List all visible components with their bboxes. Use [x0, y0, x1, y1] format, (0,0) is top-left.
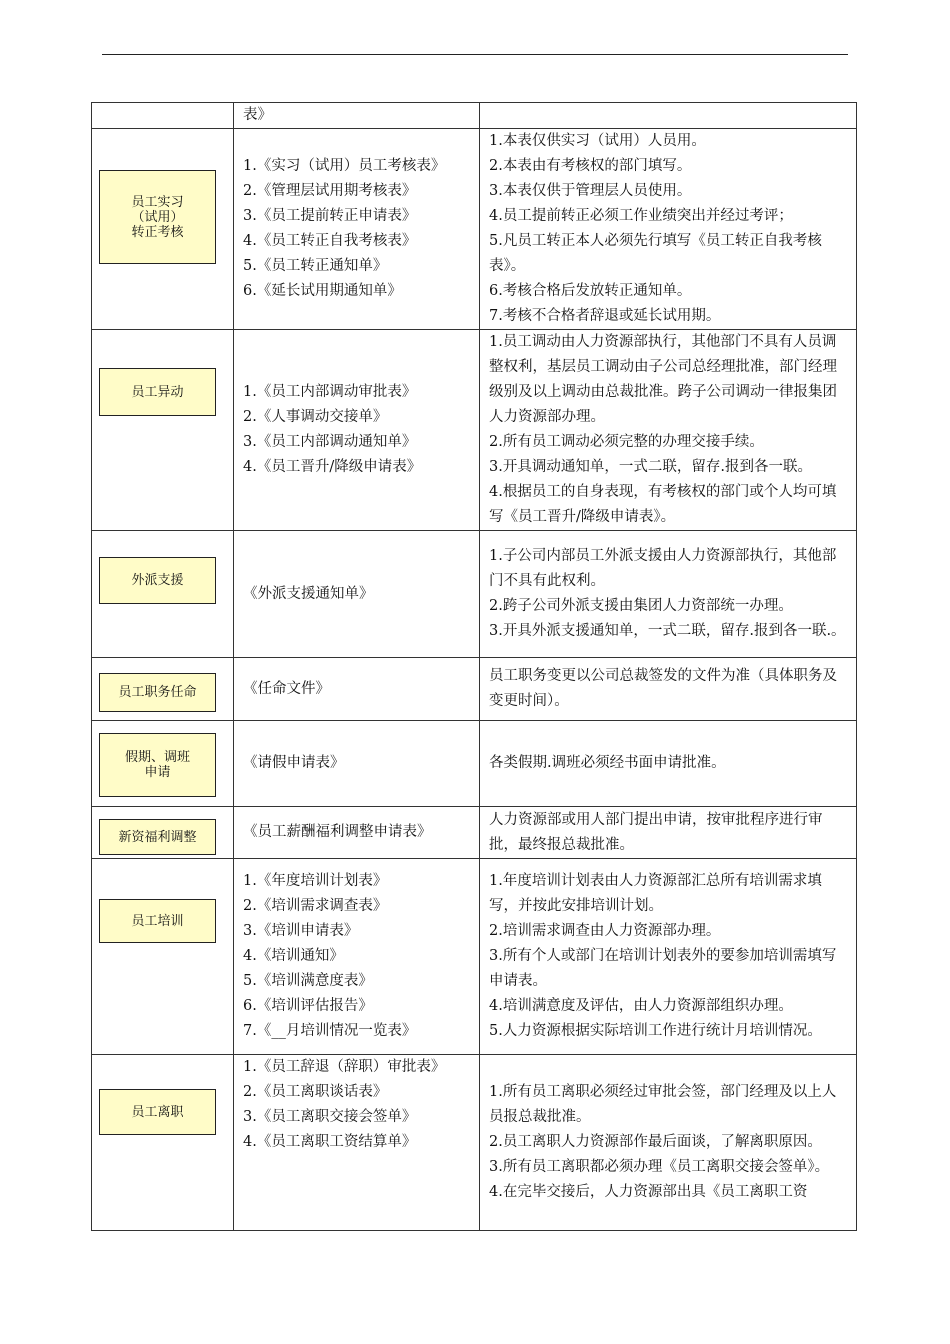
notes-cell: [480, 103, 857, 129]
category-cell: [92, 859, 234, 1055]
category-label-box: [99, 819, 216, 855]
category-cell: [92, 658, 234, 721]
notes-cell: [480, 859, 857, 1055]
note-item: 1.子公司内部员工外派支援由人力资源部执行，其他部门不具有此权利。: [489, 548, 837, 589]
form-item: 3.《员工离职交接会签单》: [243, 1109, 417, 1125]
form-item: 《请假申请表》: [243, 755, 345, 771]
category-label-line: （试用）: [131, 209, 184, 225]
form-item: 4.《员工离职工资结算单》: [243, 1134, 417, 1150]
category-label-line: 员工培训: [131, 913, 184, 929]
category-label-box: [99, 1089, 216, 1135]
category-label-box: [99, 368, 216, 416]
category-cell: [92, 1055, 234, 1231]
category-label-line: 员工实习: [131, 194, 184, 210]
table-row: [92, 658, 857, 721]
forms-cell: [234, 721, 480, 807]
note-item: 7.考核不合格者辞退或延长试用期。: [489, 308, 721, 324]
category-label-line: 外派支援: [131, 573, 184, 588]
table-row: [92, 531, 857, 658]
category-label-box: [99, 733, 216, 797]
form-item: 1.《实习（试用）员工考核表》: [243, 158, 446, 174]
note-item: 员工职务变更以公司总裁签发的文件为准（具体职务及变更时间）。: [489, 668, 837, 709]
form-item: 《员工薪酬福利调整申请表》: [243, 824, 432, 840]
note-item: 5.人力资源根据实际培训工作进行统计月培训情况。: [489, 1023, 822, 1039]
form-item: 6.《延长试用期通知单》: [243, 283, 402, 299]
table-row: [92, 859, 857, 1055]
table-row: [92, 330, 857, 531]
form-item: 《任命文件》: [243, 680, 330, 697]
note-item: 4.在完毕交接后，人力资源部出具《员工离职工资: [489, 1184, 808, 1200]
hr-procedure-table: [91, 102, 857, 1231]
category-label-box: [99, 170, 216, 264]
form-item: 4.《员工晋升/降级申请表》: [243, 459, 422, 475]
notes-cell: [480, 1055, 857, 1231]
form-item: 1.《员工辞退（辞职）审批表》: [243, 1059, 446, 1075]
notes-cell: [480, 330, 857, 531]
form-item: 5.《员工转正通知单》: [243, 258, 388, 274]
note-item: 3.开具调动通知单，一式二联，留存.报到各一联。: [489, 459, 812, 475]
forms-cell: [234, 129, 480, 330]
table-row: [92, 1055, 857, 1231]
form-item: 4.《培训通知》: [243, 948, 344, 964]
category-label-line: 员工异动: [131, 384, 184, 400]
forms-cell: [234, 531, 480, 658]
form-item: 2.《管理层试用期考核表》: [243, 183, 417, 199]
note-item: 2.本表由有考核权的部门填写。: [489, 158, 692, 174]
note-item: 6.考核合格后发放转正通知单。: [489, 283, 692, 299]
form-item: 7.《__月培训情况一览表》: [243, 1023, 417, 1039]
notes-cell: [480, 531, 857, 658]
notes-cell: [480, 129, 857, 330]
category-cell: [92, 807, 234, 859]
note-item: 1.员工调动由人力资源部执行，其他部门不具有人员调整权利，基层员工调动由子公司总经理批准，部门经理级别及以上调动由总裁批准。跨子公司调动一律报集团人力资源部办理。: [489, 334, 837, 425]
forms-cell: [234, 658, 480, 721]
form-item: 表》: [243, 107, 272, 123]
forms-cell: [234, 807, 480, 859]
category-cell: [92, 330, 234, 531]
note-item: 3.所有员工离职都必须办理《员工离职交接会签单》。: [489, 1159, 830, 1175]
form-item: 2.《员工离职谈话表》: [243, 1084, 388, 1100]
table-row: [92, 721, 857, 807]
notes-cell: [480, 807, 857, 859]
note-item: 2.员工离职人力资源部作最后面谈，了解离职原因。: [489, 1134, 822, 1150]
note-item: 1.年度培训计划表由人力资源部汇总所有培训需求填写，并按此安排培训计划。: [489, 873, 822, 914]
note-item: 2.跨子公司外派支援由集团人力资部统一办理。: [489, 598, 793, 614]
category-label-line: 转正考核: [131, 224, 184, 240]
form-item: 2.《人事调动交接单》: [243, 409, 388, 425]
form-item: 3.《培训申请表》: [243, 923, 359, 939]
category-label-box: [99, 899, 216, 943]
header-rule: [102, 54, 848, 55]
category-cell: [92, 531, 234, 658]
form-item: 5.《培训满意度表》: [243, 973, 373, 989]
category-cell: [92, 129, 234, 330]
form-item: 《外派支援通知单》: [243, 585, 374, 602]
note-item: 4.培训满意度及评估，由人力资源部组织办理。: [489, 998, 793, 1014]
note-item: 1.所有员工离职必须经过审批会签，部门经理及以上人员报总裁批准。: [489, 1084, 837, 1125]
note-item: 3.所有个人或部门在培训计划表外的要参加培训需填写申请表。: [489, 948, 837, 989]
table-row: [92, 103, 857, 129]
category-label-box: [99, 557, 216, 604]
forms-cell: [234, 859, 480, 1055]
form-item: 1.《员工内部调动审批表》: [243, 384, 417, 400]
note-item: 3.本表仅供于管理层人员使用。: [489, 183, 692, 199]
category-label-line: 员工离职: [131, 1104, 184, 1120]
form-item: 3.《员工提前转正申请表》: [243, 208, 417, 224]
form-item: 3.《员工内部调动通知单》: [243, 434, 417, 450]
category-label-line: 新资福利调整: [118, 829, 197, 845]
note-item: 5.凡员工转正本人必须先行填写《员工转正自我考核表》。: [489, 233, 822, 274]
forms-cell: [234, 1055, 480, 1231]
note-item: 各类假期.调班必须经书面申请批准。: [489, 755, 726, 771]
note-item: 2.所有员工调动必须完整的办理交接手续。: [489, 434, 764, 450]
notes-cell: [480, 658, 857, 721]
forms-cell: [234, 330, 480, 531]
category-label-line: 假期、调班: [124, 750, 190, 765]
note-item: 4.根据员工的自身表现，有考核权的部门或个人均可填写《员工晋升/降级申请表》。: [489, 484, 837, 525]
note-item: 3.开具外派支援通知单，一式二联，留存.报到各一联.。: [489, 623, 846, 639]
form-item: 4.《员工转正自我考核表》: [243, 233, 417, 249]
category-label-line: 申请: [144, 765, 171, 780]
note-item: 1.本表仅供实习（试用）人员用。: [489, 133, 706, 149]
form-item: 6.《培训评估报告》: [243, 998, 373, 1014]
note-item: 人力资源部或用人部门提出申请，按审批程序进行审批，最终报总裁批准。: [489, 811, 823, 853]
category-label-line: 员工职务任命: [118, 685, 197, 700]
note-item: 2.培训需求调查由人力资源部办理。: [489, 923, 721, 939]
category-cell: [92, 103, 234, 129]
note-item: 4.员工提前转正必须工作业绩突出并经过考评；: [489, 208, 793, 224]
category-label-box: [99, 673, 216, 712]
category-cell: [92, 721, 234, 807]
table-row: [92, 129, 857, 330]
forms-cell: [234, 103, 480, 129]
form-item: 1.《年度培训计划表》: [243, 873, 388, 889]
form-item: 2.《培训需求调查表》: [243, 898, 388, 914]
notes-cell: [480, 721, 857, 807]
table-row: [92, 807, 857, 859]
